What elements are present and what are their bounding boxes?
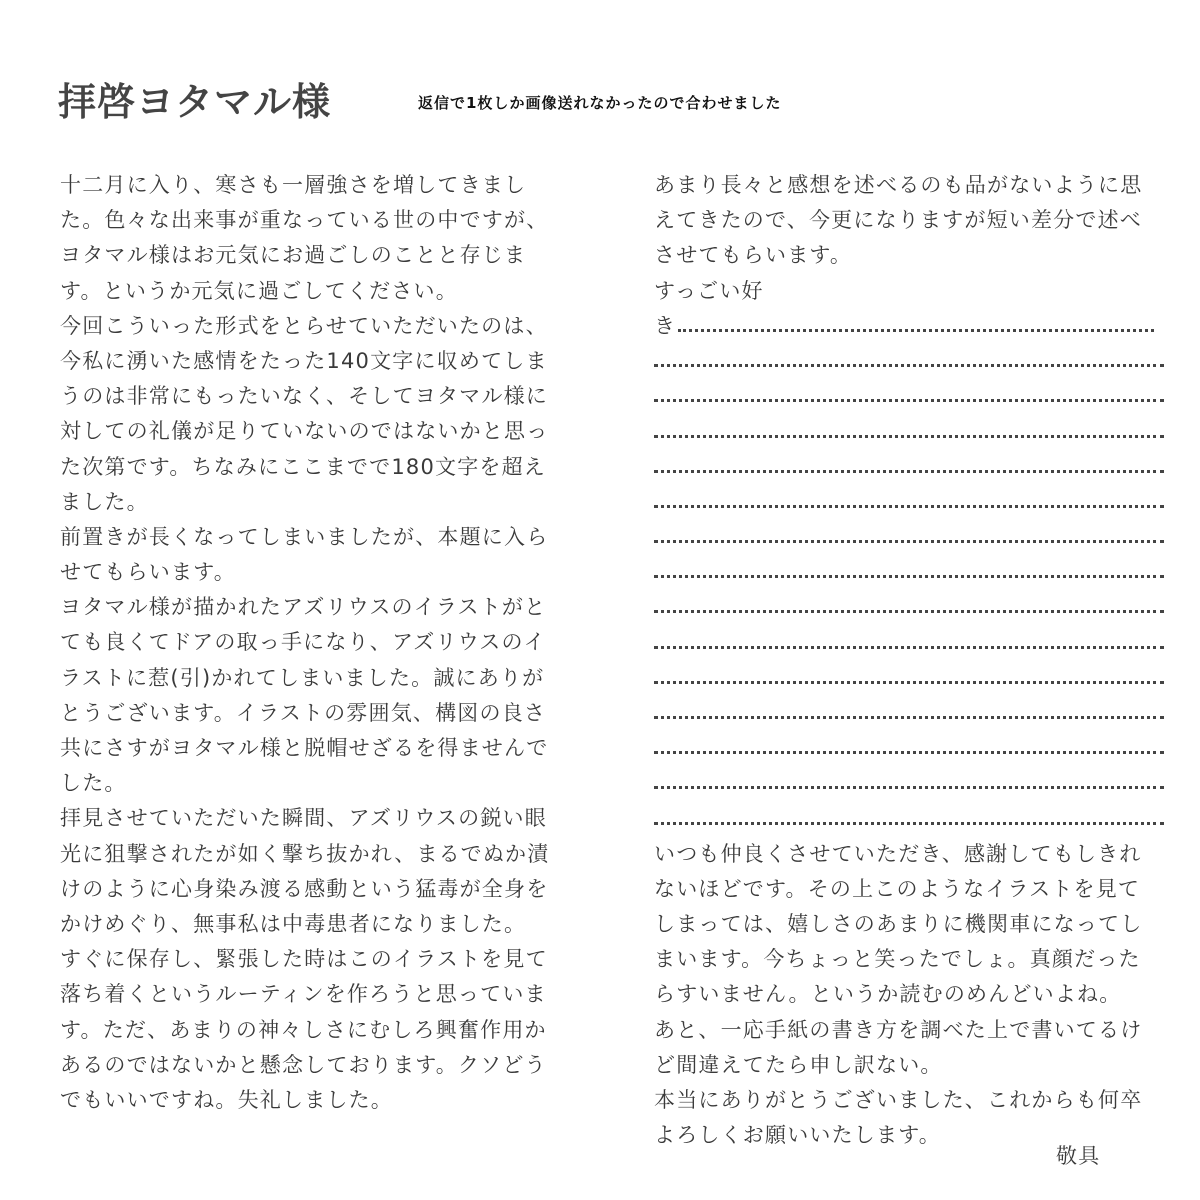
- dotted-line: [654, 379, 1164, 414]
- text-line: た次第です。ちなみにここまでで180文字を超え: [60, 454, 547, 479]
- text-line: 対しての礼儀が足りていないのではないかと思っ: [60, 419, 549, 444]
- text-line: ヨタマル様が描かれたアズリウスのイラストがと: [60, 595, 547, 620]
- text-line: 本当にありがとうございました、これからも何卒: [654, 1087, 1143, 1112]
- dotted-line-start: [654, 309, 1164, 344]
- text-line: あまり長々と感想を述べるのも品がないように思: [654, 173, 1143, 197]
- text-line: た。色々な出来事が重なっている世の中ですが、: [60, 208, 549, 233]
- text-line: 拝見させていただいた瞬間、アズリウスの鋭い眼: [60, 806, 547, 831]
- dotted-line: [654, 661, 1164, 696]
- text-line: かけめぐり、無事私は中毒患者になりました。: [60, 911, 527, 936]
- text-line: すっごい好: [654, 278, 764, 303]
- dotted-line: [654, 450, 1164, 485]
- text-line: 十二月に入り、寒さも一層強さを増してきまし: [60, 173, 527, 197]
- dotted-line: [654, 696, 1164, 731]
- text-line: あと、一応手紙の書き方を調べた上で書いてるけ: [654, 1017, 1143, 1042]
- text-line: しまっては、嬉しさのあまりに機関車になってし: [654, 911, 1143, 936]
- text-line: ました。: [60, 489, 149, 514]
- text-line: あるのではないかと懸念しております。クソどう: [60, 1052, 547, 1077]
- dotted-fill: [678, 329, 1154, 332]
- dotted-line: [654, 801, 1164, 836]
- dotted-start-char: き: [654, 313, 677, 338]
- text-line: 落ち着くというルーティンを作ろうと思っていま: [60, 982, 547, 1007]
- dotted-line: [654, 590, 1164, 625]
- text-line: ど間違えてたら申し訳ない。: [654, 1052, 943, 1077]
- text-line: させてもらいます。: [654, 243, 853, 268]
- text-line: ないほどです。その上このようなイラストを見て: [654, 876, 1141, 901]
- text-line: けのように心身染み渡る感動という猛毒が全身を: [60, 876, 549, 901]
- text-line: す。ただ、あまりの神々しさにむしろ興奮作用か: [60, 1017, 547, 1042]
- dotted-line: [654, 414, 1164, 449]
- text-line: いつも仲良くさせていただき、感謝してもしきれ: [654, 841, 1142, 866]
- text-line: らすいません。というか読むのめんどいよね。: [654, 982, 1122, 1007]
- text-line: した。: [60, 771, 127, 796]
- text-line: すぐに保存し、緊張した時はこのイラストを見て: [60, 947, 548, 972]
- dotted-line: [654, 625, 1164, 660]
- text-line: 前置きが長くなってしまいましたが、本題に入ら: [60, 524, 549, 549]
- letter-body-left: [60, 168, 600, 1118]
- dotted-line: [654, 555, 1164, 590]
- dotted-line: [654, 485, 1164, 520]
- text-line: ラストに惹(引)かれてしまいました。誠にありが: [60, 665, 545, 690]
- dotted-line: [654, 520, 1164, 555]
- text-line: えてきたので、今更になりますが短い差分で述べ: [654, 208, 1142, 233]
- text-line: まいます。今ちょっと笑ったでしょ。真顔だった: [654, 947, 1141, 972]
- text-line: よろしくお願いいたします。: [654, 1123, 941, 1148]
- text-line: 共にさすがヨタマル様と脱帽せざるを得ませんで: [60, 736, 549, 760]
- text-line: 今回こういった形式をとらせていただいたのは、: [60, 313, 548, 338]
- closing-signoff: 敬具: [1056, 1144, 1101, 1168]
- text-line: せてもらいます。: [60, 560, 236, 585]
- text-line: 光に狙撃されたが如く撃ち抜かれ、まるでぬか漬: [60, 841, 550, 866]
- text-line: ヨタマル様はお元気にお過ごしのことと存じま: [60, 243, 527, 268]
- text-line: うのは非常にもったいなく、そしてヨタマル様に: [60, 384, 548, 409]
- dotted-line: [654, 766, 1164, 801]
- text-line: とうございます。イラストの雰囲気、構図の良さ: [60, 700, 547, 725]
- attachment-note: 返信で1枚しか画像送れなかったので合わせました: [418, 94, 782, 112]
- letter-title: 拝啓ヨタマル様: [58, 80, 332, 124]
- dotted-line: [654, 344, 1164, 379]
- text-line: ても良くてドアの取っ手になり、アズリウスのイ: [60, 630, 546, 655]
- text-line: 今私に湧いた感情をたった140文字に収めてしま: [60, 348, 548, 373]
- letter-body-right: [654, 168, 1164, 1153]
- text-line: す。というか元気に過ごしてください。: [60, 278, 458, 303]
- text-line: でもいいですね。失礼しました。: [60, 1087, 393, 1112]
- dotted-line: [654, 731, 1164, 766]
